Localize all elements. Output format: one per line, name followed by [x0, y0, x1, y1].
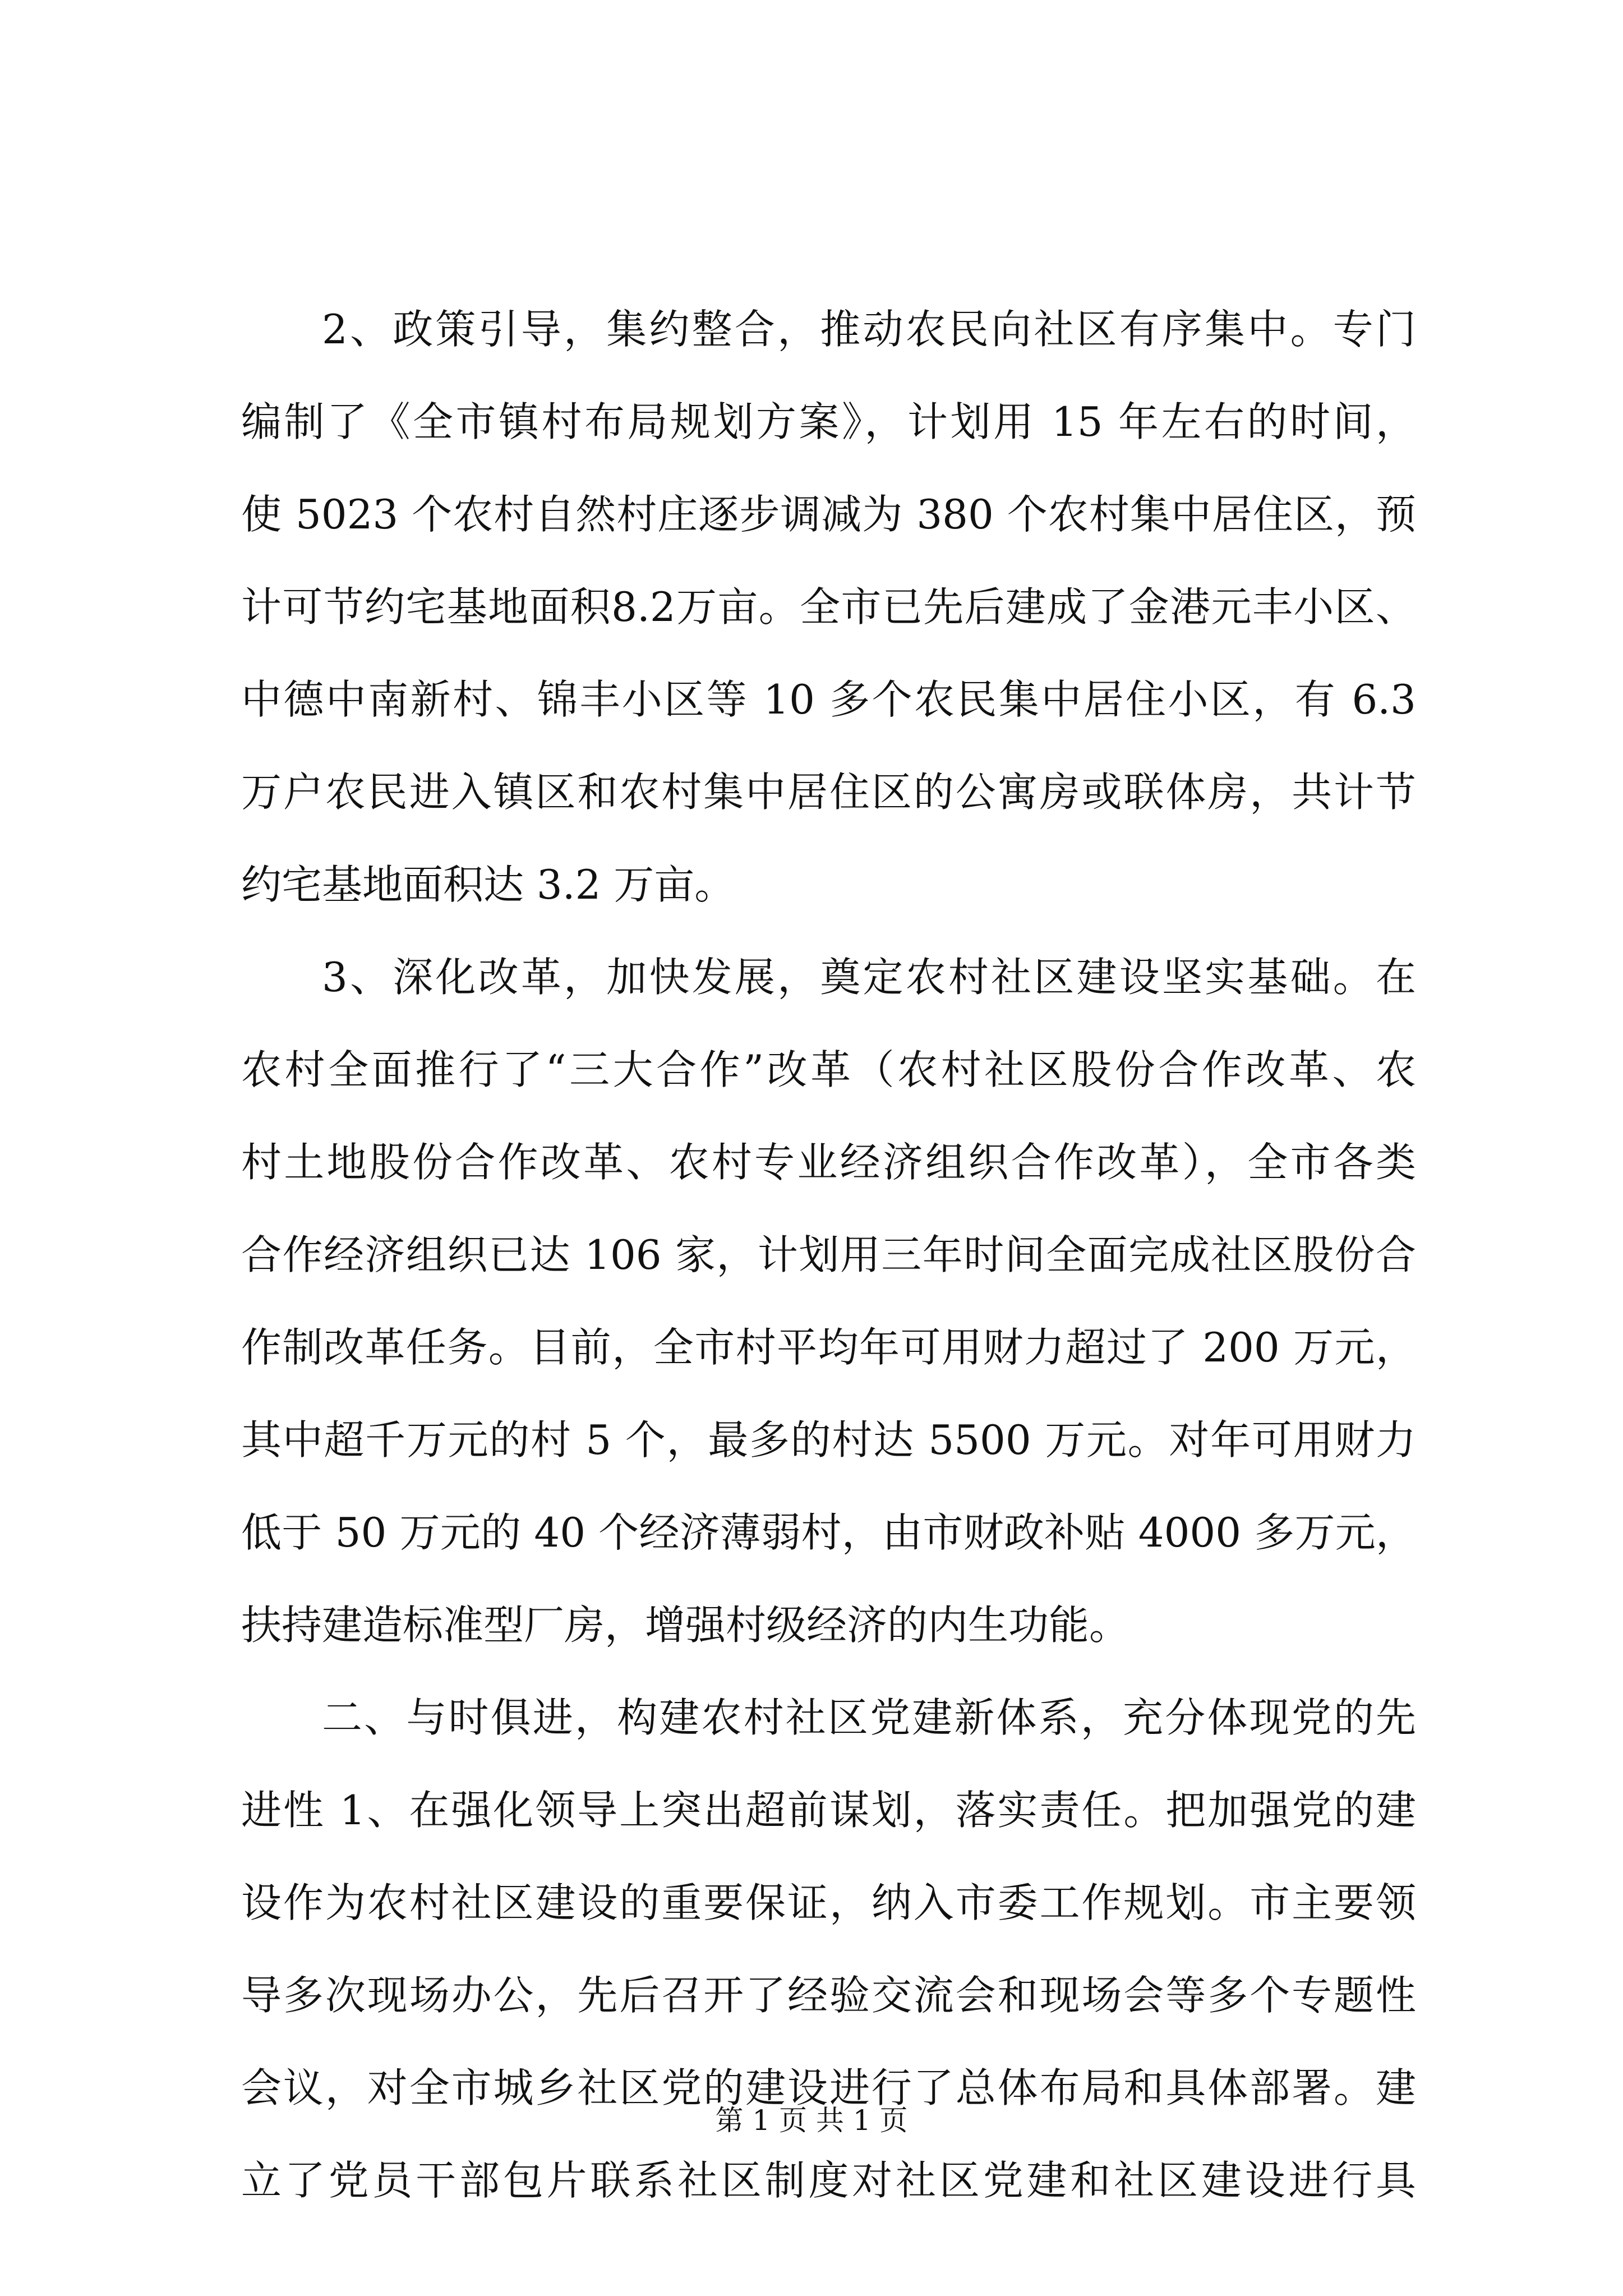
text-line: 2、政策引导，集约整合，推动农民向社区有序集中。专门 [322, 306, 1416, 353]
text-line: 作制改革任务。目前，全市村平均年可用财力超过了 200 万元， [241, 1324, 1416, 1371]
text-line: 低于 50 万元的 40 个经济薄弱村，由市财政补贴 4000 多万元， [241, 1509, 1416, 1556]
text-line: 使 5023 个农村自然村庄逐步调减为 380 个农村集中居住区，预 [241, 491, 1416, 538]
text-line: 约宅基地面积达 3.2 万亩。 [241, 861, 735, 908]
page-footer [0, 2101, 1623, 2140]
text-line: 二、与时俱进，构建农村社区党建新体系，充分体现党的先 [322, 1694, 1416, 1741]
text-line: 扶持建造标准型厂房，增强村级经济的内生功能。 [241, 1602, 1130, 1649]
text-line: 其中超千万元的村 5 个，最多的村达 5500 万元。对年可用财力 [241, 1416, 1416, 1464]
text-line: 编制了《全市镇村布局规划方案》，计划用 15 年左右的时间， [241, 398, 1416, 445]
text-line: 会议，对全市城乡社区党的建设进行了总体布局和具体部署。建 [241, 2064, 1416, 2111]
text-line: 农村全面推行了“三大合作”改革（农村社区股份合作改革、农 [241, 1046, 1416, 1093]
text-line: 中德中南新村、锦丰小区等 10 多个农民集中居住小区，有 6.3 [241, 676, 1416, 723]
text-line: 立了党员干部包片联系社区制度对社区党建和社区建设进行具 [241, 2157, 1416, 2204]
text-line: 村土地股份合作改革、农村专业经济组织合作改革），全市各类 [241, 1139, 1416, 1186]
text-line: 设作为农村社区建设的重要保证，纳入市委工作规划。市主要领 [241, 1879, 1416, 1926]
text-line: 导多次现场办公，先后召开了经验交流会和现场会等多个专题性 [241, 1972, 1416, 2019]
text-line: 万户农民进入镇区和农村集中居住区的公寓房或联体房，共计节 [241, 769, 1416, 816]
text-line: 进性 1、在强化领导上突出超前谋划，落实责任。把加强党的建 [241, 1787, 1416, 1834]
page-number-label: 第 1 页 共 1 页 [715, 2104, 908, 2137]
document-body [241, 283, 1416, 2227]
text-line: 3、深化改革，加快发展，奠定农村社区建设坚实基础。在 [322, 954, 1416, 1001]
text-line: 合作经济组织已达 106 家，计划用三年时间全面完成社区股份合 [241, 1231, 1416, 1278]
text-line: 计可节约宅基地面积8.2万亩。全市已先后建成了金港元丰小区、 [241, 583, 1416, 631]
